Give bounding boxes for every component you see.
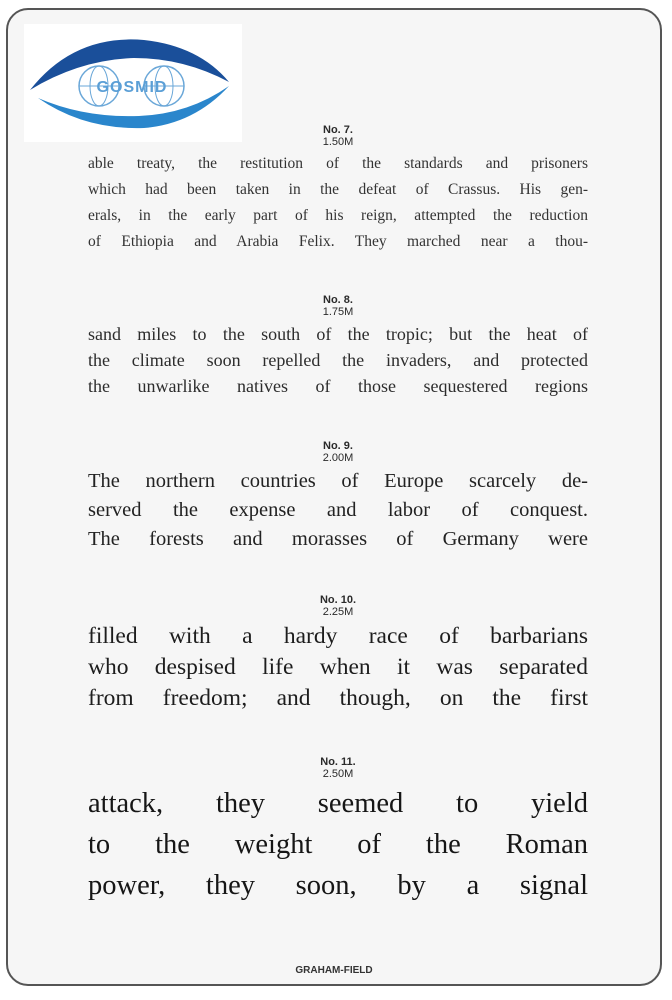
text-line: the unwarlike natives of those sequestered regions xyxy=(88,376,588,396)
reading-card xyxy=(6,8,662,986)
section-number: No. 11. xyxy=(320,756,356,768)
text-line: able treaty, the restitution of the standards and prisoners xyxy=(88,155,588,172)
reading-section-9 xyxy=(88,440,588,554)
text-line: attack, they seemed to yield xyxy=(88,788,588,819)
print-size: 2.25M xyxy=(322,606,354,618)
print-size: 2.00M xyxy=(322,452,354,464)
text-line: erals, in the early part of his reign, attempted the reduction xyxy=(88,207,588,224)
reading-section-8 xyxy=(88,294,588,399)
svg-text:GOSMID: GOSMID xyxy=(96,79,168,96)
section-number: No. 9. xyxy=(323,440,353,452)
reading-section-7 xyxy=(88,124,588,255)
section-number: No. 7. xyxy=(323,124,353,136)
reading-section-11 xyxy=(88,756,588,906)
print-size: 1.75M xyxy=(322,306,354,318)
text-line: the climate soon repelled the invaders, and protected xyxy=(88,350,588,370)
print-size: 1.50M xyxy=(322,136,354,148)
text-line: to the weight of the Roman xyxy=(88,829,588,860)
text-line: served the expense and labor of conquest. xyxy=(88,499,588,521)
text-line: The northern countries of Europe scarcely de- xyxy=(88,470,588,492)
text-line: sand miles to the south of the tropic; but the heat of xyxy=(88,324,588,344)
text-line: from freedom; and though, on the first xyxy=(88,685,588,711)
text-line: which had been taken in the defeat of Crassus. His gen- xyxy=(88,181,588,198)
text-line: filled with a hardy race of barbarians xyxy=(88,623,588,649)
reading-section-10 xyxy=(88,594,588,714)
section-number: No. 8. xyxy=(323,294,353,306)
section-number: No. 10. xyxy=(319,594,357,606)
print-size: 2.50M xyxy=(322,768,354,780)
brand-footer: GRAHAM-FIELD xyxy=(295,965,373,976)
text-line: who despised life when it was separated xyxy=(88,654,588,680)
text-line: The forests and morasses of Germany were xyxy=(88,528,588,550)
text-line: power, they soon, by a signal xyxy=(88,870,588,901)
text-line: of Ethiopia and Arabia Felix. They marched near a thou- xyxy=(88,233,588,250)
